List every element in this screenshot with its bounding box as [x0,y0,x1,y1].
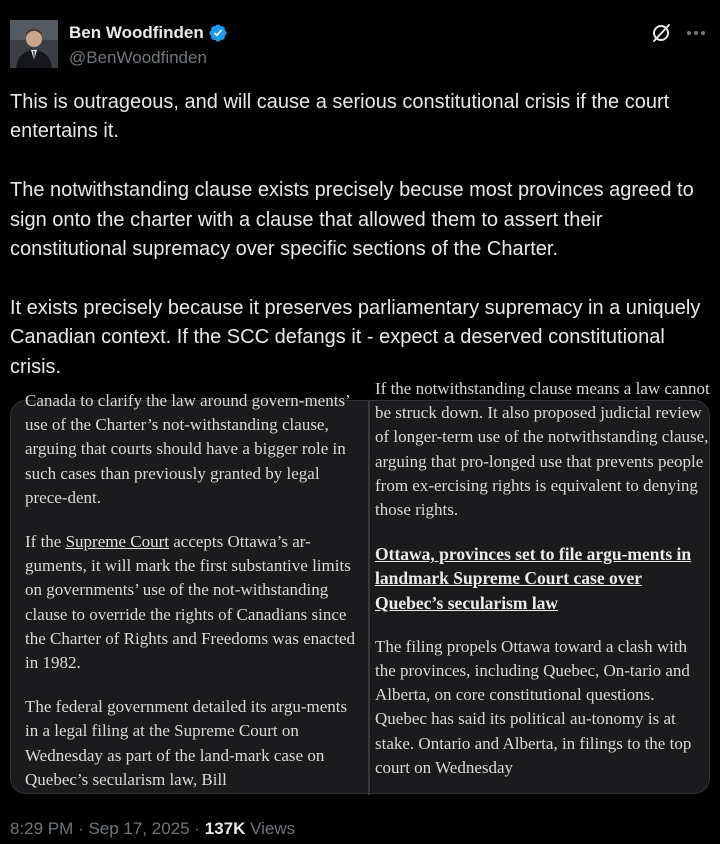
verified-badge-icon[interactable] [208,23,228,43]
tweet-time[interactable]: 8:29 PM [10,819,74,838]
avatar[interactable] [10,20,58,68]
tweet-paragraph: The notwithstanding clause exists precisely becuse most provinces agreed to sign onto the charter with a clause that allowed them to assert their constitutional supremacy over specific sections of the Charter. [10,179,694,261]
meta-separator: · [78,819,84,838]
article-column-left [25,389,360,795]
tweet-meta [10,818,295,840]
views-label: Views [250,819,296,838]
article-paragraph: The federal government detailed its argu-ments in a legal filing at the Supreme Court on Wednesday as part of the land-mark case on Quebec’s secularism law, Bill [25,697,348,789]
article-paragraph: If the notwithstanding clause means a law cannot be struck down. It also proposed judicial review of longer-term use of the notwithstanding clause, arguing that pro-longed use that prevents people from ex-ercising rights is equivalent to denying those rights. [375,379,710,520]
more-icon[interactable] [684,22,708,44]
author-display-name[interactable]: Ben Woodfinden [69,23,204,42]
article-headline-link: Ottawa, provinces set to file argu-ments in landmark Supreme Court case over Quebec’s secularism law [375,544,692,613]
article-paragraph: The filing propels Ottawa toward a clash with the provinces, including Quebec, On-tario and Alberta, on core constitutional questions. Quebec has said its political au-tonomy is at stake. Ontario and Alberta, in filings to the top court on Wednesday [375,636,692,777]
tweet-date[interactable]: Sep 17, 2025 [88,819,190,838]
article-text: accepts Ottawa’s ar-guments, it will mark the first substantive limits on governments’ use of the not-withstanding clause to override the rights of Canadians since the Charter of Rights and Freedoms was enacted in 1982. [25,532,355,673]
attached-image[interactable] [10,379,710,794]
tweet-text [10,88,714,382]
author-handle[interactable]: @BenWoodfinden [69,48,207,67]
article-text: If the [25,532,66,552]
tweet-paragraph: This is outrageous, and will cause a serious constitutional crisis if the court entertains it. [10,91,670,143]
article-column-right [375,377,710,795]
article-paragraph: Canada to clarify the law around govern-ments’ use of the Charter’s not-withstanding clause, arguing that courts should have a bigger role in such cases than previously granted by legal prece-dent. [25,391,350,507]
grok-icon[interactable] [650,22,672,44]
supreme-court-link: Supreme Court [65,532,169,552]
views-count: 137K [204,819,246,838]
tweet-header [10,20,710,72]
column-divider [368,401,370,795]
meta-separator: · [194,819,201,838]
tweet-paragraph: It exists precisely because it preserves parliamentary supremacy in a uniquely Canadian context. If the SCC defangs it - expect a deserved constitutional crisis. [10,296,701,378]
article-paragraph [25,530,360,675]
